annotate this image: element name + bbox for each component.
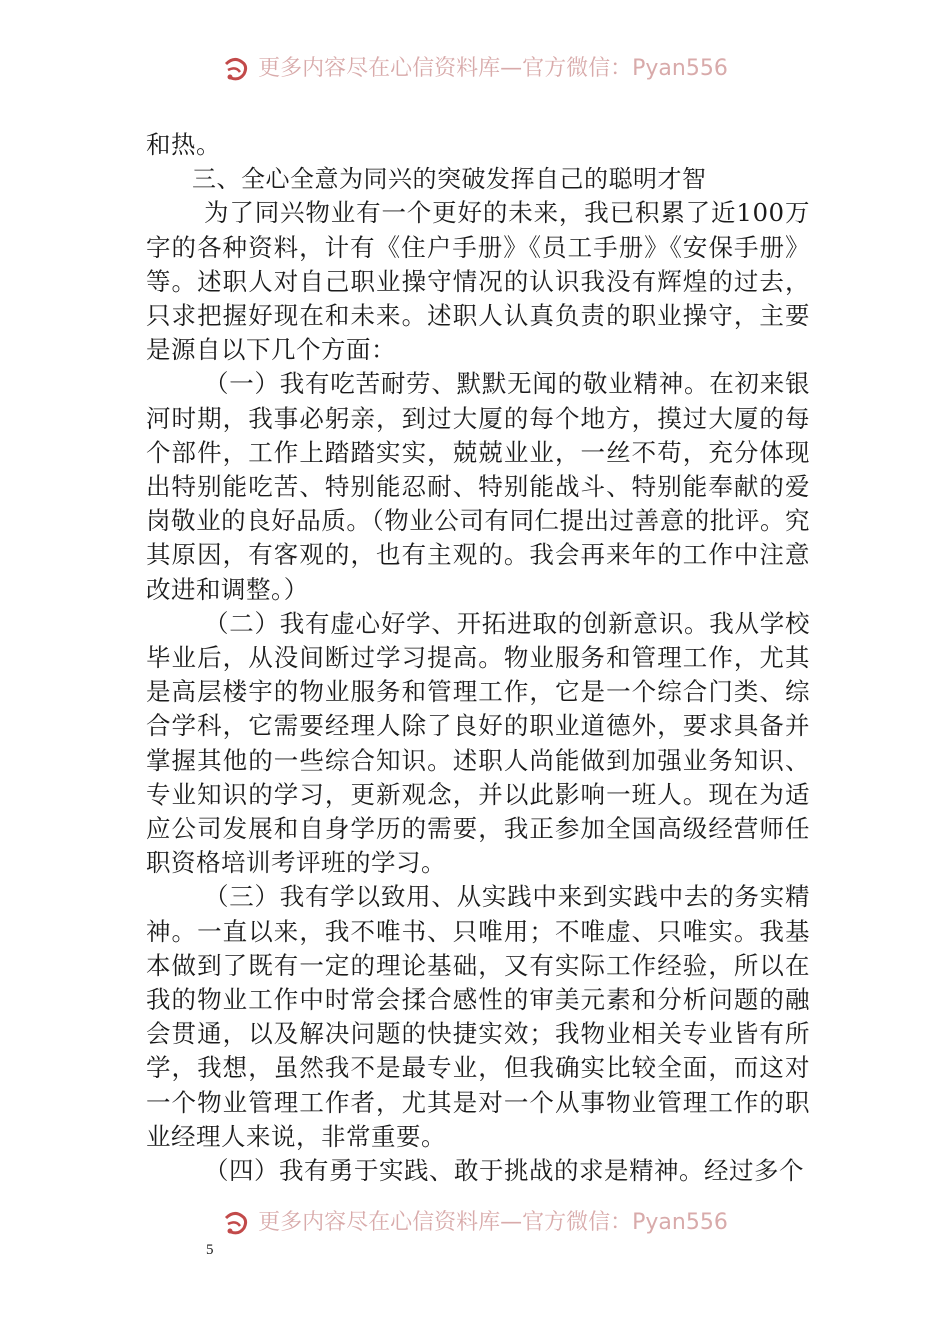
paragraph-5: （四）我有勇于实践、敢于挑战的求是精神。经过多个 <box>204 1156 804 1186</box>
paragraph-1: 为了同兴物业有一个更好的未来，我已积累了近100万字的各种资料，计有《住户手册》《员工手册》《安保手册》等。述职人对自己职业操守情况的认识我没有辉煌的过去，只求把握好现在和未来。述职人认真负责的职业操守，主要是源自以下几个方面： <box>146 198 810 365</box>
paragraph-3: （二）我有虚心好学、开拓进取的创新意识。我从学校毕业后，从没间断过学习提高。物业服务和管理工作，尤其是高层楼宇的物业服务和管理工作，它是一个综合门类、综合学科，它需要经理人除了良好的职业道德外，要求具备并掌握其他的一些综合知识。述职人尚能做到加强业务知识、专业知识的学习，更新观念，并以此影响一班人。现在为适应公司发展和自身学历的需要，我正参加全国高级经营师任职资格培训考评班的学习。 <box>146 608 810 878</box>
footer-watermark <box>0 1206 950 1240</box>
paragraph-4: （三）我有学以致用、从实践中来到实践中去的务实精神。一直以来，我不唯书、只唯用；不唯虚、只唯实。我基本做到了既有一定的理论基础，又有实际工作经验，所以在我的物业工作中时常会揉合感性的审美元素和分析问题的融会贯通，以及解决问题的快捷实效；我物业相关专业皆有所学，我想，虽然我不是最专业，但我确实比较全面，而这对一个物业管理工作者，尤其是对一个从事物业管理工作的职业经理人来说，非常重要。 <box>146 882 810 1151</box>
header-watermark-text: 更多内容尽在心信资料库—官方微信：Pyan556 <box>258 56 728 81</box>
page-number: 5 <box>206 1242 214 1258</box>
header-watermark <box>0 52 950 86</box>
document-body <box>146 128 810 1188</box>
footer-watermark-text: 更多内容尽在心信资料库—官方微信：Pyan556 <box>258 1210 728 1235</box>
wish-logo-icon <box>222 56 252 82</box>
wish-logo-icon <box>222 1210 252 1236</box>
paragraph-0: 和热。 <box>146 130 221 159</box>
section-heading: 三、全心全意为同兴的突破发挥自己的聪明才智 <box>192 165 707 194</box>
paragraph-2: （一）我有吃苦耐劳、默默无闻的敬业精神。在初来银河时期，我事必躬亲，到过大厦的每个地方，摸过大厦的每个部件，工作上踏踏实实，兢兢业业，一丝不苟，充分体现出特别能吃苦、特别能忍耐、特别能战斗、特别能奉献的爱岗敬业的良好品质。（物业公司有同仁提出过善意的批评。究其原因，有客观的，也有主观的。我会再来年的工作中注意改进和调整。） <box>146 369 810 604</box>
